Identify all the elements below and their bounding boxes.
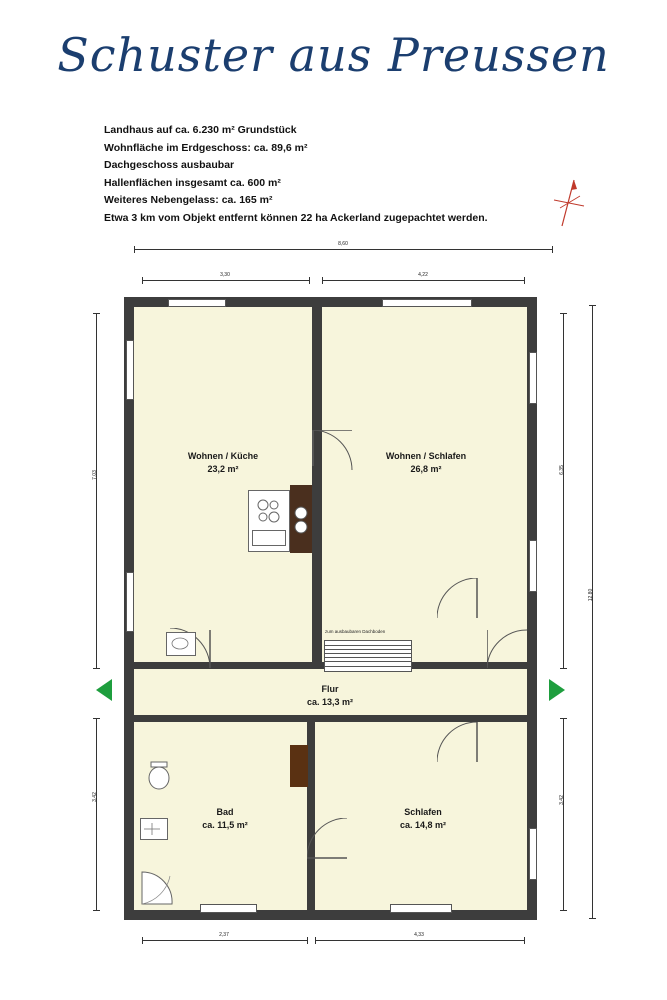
dim-bottom-right-line (315, 940, 524, 941)
wall-interior-flur-bottom (134, 715, 527, 722)
room-area-flur: ca. 13,3 m² (306, 697, 354, 707)
room-label-bad (172, 806, 278, 832)
dim-right-overall-text: 12,80 (588, 588, 594, 602)
kitchen-sink (252, 530, 286, 546)
room-name-bad: Bad (216, 807, 234, 817)
kitchen-hob-icon (254, 497, 282, 525)
door-swing-bad (307, 818, 351, 862)
door-swing-kitchen (312, 430, 354, 472)
dim-right-upper-text: 6,35 (559, 465, 565, 475)
room-name-wohnen-kueche: Wohnen / Küche (187, 451, 259, 461)
window-left-mid (126, 572, 134, 632)
dim-bottom-left-text: 2,37 (219, 932, 229, 938)
dim-bottom-left-line (142, 940, 307, 941)
room-label-flur (272, 683, 388, 709)
dim-top-overall-text: 8,60 (338, 241, 348, 247)
dim-tick (134, 246, 135, 253)
door-swing-wohnen-schlafen (437, 578, 481, 622)
dim-top-right-text: 4,22 (418, 272, 428, 278)
room-name-schlafen: Schlafen (404, 807, 442, 817)
dim-tick (524, 277, 525, 284)
window-top-left (168, 299, 226, 307)
spec-line-2: Wohnfläche im Erdgeschoss: ca. 89,6 m² (104, 141, 308, 154)
dim-tick (142, 937, 143, 944)
dim-top-overall-line (134, 249, 552, 250)
dim-tick (560, 718, 567, 719)
kitchen-appliance-icon (292, 505, 310, 535)
window-right-mid (529, 540, 537, 592)
dim-tick (560, 313, 567, 314)
wall-interior-vertical-upper (312, 307, 322, 668)
dim-tick (560, 668, 567, 669)
room-area-wohnen-kueche: 23,2 m² (207, 464, 239, 474)
dim-tick (307, 937, 308, 944)
dim-right-lower-text: 3,42 (559, 795, 565, 805)
window-bottom-right (390, 904, 452, 913)
room-name-flur: Flur (321, 684, 339, 694)
dim-tick (322, 277, 323, 284)
entry-arrow-left (96, 679, 112, 701)
spec-line-4: Hallenflächen insgesamt ca. 600 m² (104, 176, 281, 189)
dim-tick (589, 305, 596, 306)
dim-tick (315, 937, 316, 944)
spec-line-3: Dachgeschoss ausbaubar (104, 159, 235, 171)
dim-tick (552, 246, 553, 253)
dim-top-left-line (142, 280, 309, 281)
room-name-wohnen-schlafen: Wohnen / Schlafen (385, 451, 467, 461)
dim-left-lower-text: 3,42 (92, 792, 98, 802)
wall-exterior-bottom (124, 910, 537, 920)
dim-tick (142, 277, 143, 284)
page-title: Schuster aus Preussen (57, 28, 610, 82)
dim-tick (93, 718, 100, 719)
room-label-schlafen (368, 806, 478, 832)
door-swing-schlafen (437, 722, 481, 766)
dim-tick (93, 910, 100, 911)
window-left-upper (126, 340, 134, 400)
dim-bottom-right-text: 4,33 (414, 932, 424, 938)
shower-icon (140, 862, 180, 906)
toilet-icon (145, 760, 175, 794)
door-block-bad (290, 745, 308, 787)
room-area-wohnen-schlafen: 26,8 m² (410, 464, 442, 474)
basin-kitchen-bowl-icon (171, 637, 189, 650)
door-swing-entry-right (487, 628, 531, 670)
room-area-schlafen: ca. 14,8 m² (399, 820, 447, 830)
dim-tick (309, 277, 310, 284)
room-label-wohnen-kueche (152, 450, 294, 476)
spec-line-5: Weiteres Nebengelass: ca. 165 m² (104, 194, 273, 206)
window-right-upper (529, 352, 537, 404)
room-fill-wohnen-kueche (134, 306, 312, 668)
entry-arrow-right (549, 679, 565, 701)
dim-tick (93, 668, 100, 669)
dim-top-right-line (322, 280, 524, 281)
spec-line-6: Etwa 3 km vom Objekt entfernt können 22 ha Ackerland zugepachtet werden. (104, 211, 488, 224)
room-area-bad: ca. 11,5 m² (202, 820, 248, 830)
dim-tick (560, 910, 567, 911)
dim-left-upper-text: 7,03 (92, 470, 98, 480)
window-top-right (382, 299, 472, 307)
window-bottom-left (200, 904, 257, 913)
dim-top-left-text: 3,30 (220, 272, 230, 278)
spec-line-1: Landhaus auf ca. 6.230 m² Grundstück (104, 124, 297, 136)
stairs-note: zum ausbaubaren Dachboden (325, 629, 386, 634)
wall-interior-vertical-lower (307, 722, 315, 910)
dim-tick (589, 918, 596, 919)
stairs-to-attic (324, 640, 412, 672)
dim-tick (93, 313, 100, 314)
room-label-wohnen-schlafen (352, 450, 500, 476)
bathroom-sink-detail-icon (144, 822, 162, 834)
room-fill-wohnen-schlafen (322, 306, 527, 668)
window-right-lower (529, 828, 537, 880)
dim-tick (524, 937, 525, 944)
